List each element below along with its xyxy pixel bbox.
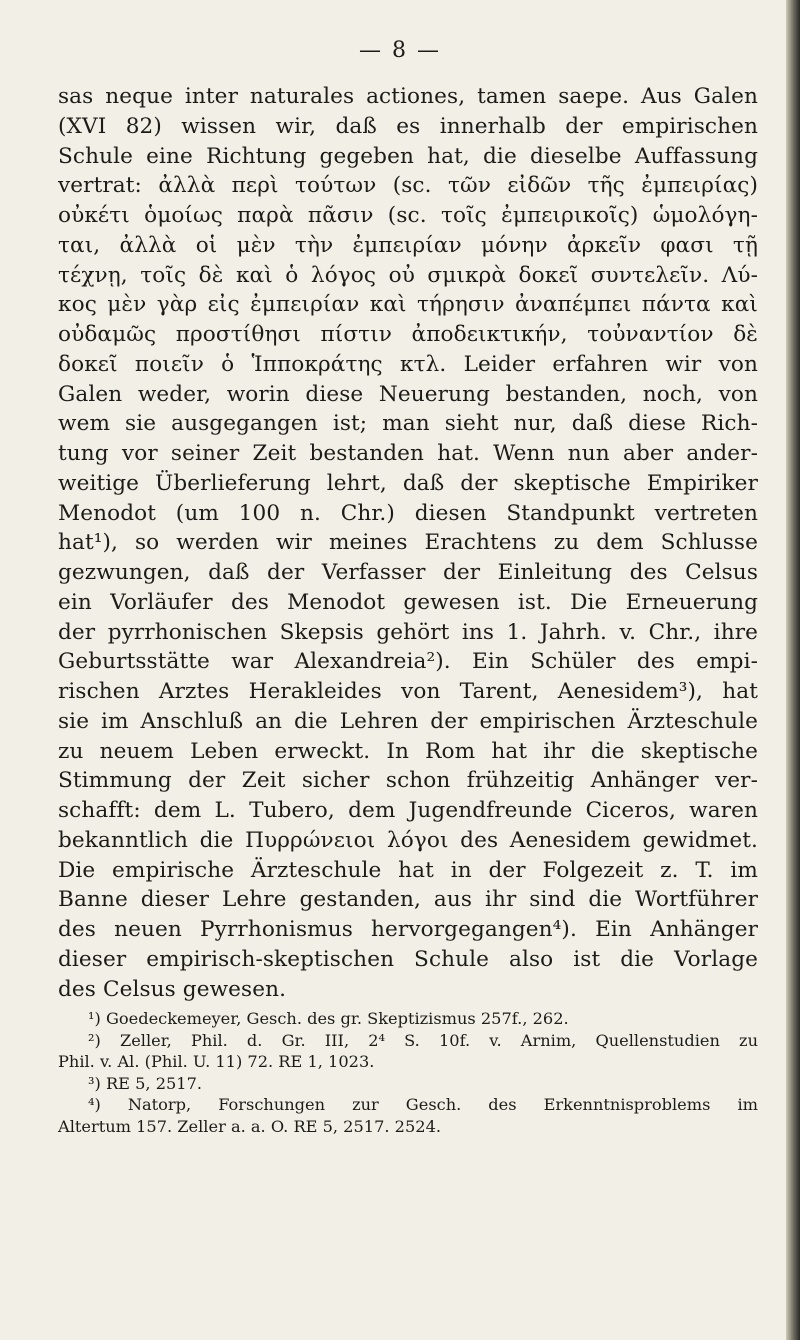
footnote-2-continued: Phil. v. Al. (Phil. U. 11) 72. RE 1, 1023. bbox=[58, 1052, 375, 1072]
text-line: κος μὲν γὰρ εἰς ἐμπειρίαν καὶ τήρησιν ἀναπέμπει πάντα καὶ bbox=[58, 292, 758, 318]
text-line: οὐκέτι ὁμοίως παρὰ πᾶσιν (sc. τοῖς ἐμπειρικοῖς) ὡμολόγη- bbox=[58, 203, 758, 228]
text-line: Galen weder, worin diese Neuerung bestanden, noch, von bbox=[58, 381, 758, 407]
text-line: ται, ἀλλὰ οἱ μὲν τὴν ἐμπειρίαν μόνην ἀρκεῖν φασι τῇ bbox=[58, 232, 758, 258]
text-line: Banne dieser Lehre gestanden, aus ihr sind die Wortführer bbox=[58, 887, 758, 913]
text-line: tung vor seiner Zeit bestanden hat. Wenn nun aber ander- bbox=[58, 441, 758, 466]
text-line: dieser empirisch-skeptischen Schule also ist die Vorlage bbox=[58, 946, 758, 972]
text-line: Menodot (um 100 n. Chr.) diesen Standpunkt vertreten bbox=[58, 500, 758, 526]
text-line: οὐδαμῶς προστίθησι πίστιν ἀποδεικτικήν, τοὐναντίον δὲ bbox=[58, 322, 758, 347]
text-line: ein Vorläufer des Menodot gewesen ist. Die Erneuerung bbox=[58, 589, 758, 615]
text-line: bekanntlich die Πυρρώνειοι λόγοι des Aenesidem gewidmet. bbox=[58, 827, 758, 853]
footnote-4-continued: Altertum 157. Zeller a. a. O. RE 5, 2517. 2524. bbox=[58, 1116, 442, 1136]
body-text bbox=[58, 82, 758, 1004]
page-edge-shadow bbox=[786, 0, 800, 1340]
text-line: weitige Überlieferung lehrt, daß der skeptische Empiriker bbox=[58, 470, 758, 496]
text-line: Stimmung der Zeit sicher schon frühzeitig Anhänger ver- bbox=[58, 768, 758, 794]
text-line: (XVI 82) wissen wir, daß es innerhalb der empirischen bbox=[58, 113, 758, 139]
footnote-1: ¹) Goedeckemeyer, Gesch. des gr. Skeptizismus 257f., 262. bbox=[88, 1009, 569, 1028]
footnote-3: ³) RE 5, 2517. bbox=[88, 1073, 203, 1093]
text-line: gezwungen, daß der Verfasser der Einleitung des Celsus bbox=[58, 560, 758, 585]
footnote-2: ²) Zeller, Phil. d. Gr. III, 2⁴ S. 10f. v. Arnim, Quellenstudien zu bbox=[88, 1030, 758, 1050]
text-line: hat¹), so werden wir meines Erachtens zu dem Schlusse bbox=[58, 530, 758, 556]
text-line: δοκεῖ ποιεῖν ὁ Ἱπποκράτης κτλ. Leider erfahren wir von bbox=[58, 351, 758, 377]
text-line: zu neuem Leben erweckt. In Rom hat ihr die skeptische bbox=[58, 738, 758, 764]
text-line: sie im Anschluß an die Lehren der empirischen Ärzteschule bbox=[58, 708, 758, 734]
text-line: wem sie ausgegangen ist; man sieht nur, daß diese Rich- bbox=[58, 411, 758, 437]
text-line: rischen Arztes Herakleides von Tarent, Aenesidem³), hat bbox=[58, 679, 758, 704]
text-line: vertrat: ἀλλὰ περὶ τούτων (sc. τῶν εἰδῶν τῆς ἐμπειρίας) bbox=[58, 173, 758, 199]
text-line: schafft: dem L. Tubero, dem Jugendfreunde Ciceros, waren bbox=[58, 798, 758, 823]
text-line: Die empirische Ärzteschule hat in der Folgezeit z. T. im bbox=[58, 857, 758, 883]
footnote-4: ⁴) Natorp, Forschungen zur Gesch. des Erkenntnisproblems im bbox=[88, 1095, 758, 1115]
page-number: — 8 — bbox=[359, 38, 441, 63]
text-line: des neuen Pyrrhonismus hervorgegangen⁴). Ein Anhänger bbox=[58, 917, 758, 942]
footnotes bbox=[58, 1008, 758, 1138]
text-line: sas neque inter naturales actiones, tamen saepe. Aus Galen bbox=[58, 84, 758, 109]
text-line: der pyrrhonischen Skepsis gehört ins 1. Jahrh. v. Chr., ihre bbox=[58, 619, 758, 645]
text-line: Schule eine Richtung gegeben hat, die dieselbe Auffassung bbox=[58, 143, 758, 169]
text-line: τέχνῃ, τοῖς δὲ καὶ ὁ λόγος οὐ σμικρὰ δοκεῖ συντελεῖν. Λύ- bbox=[58, 262, 758, 288]
text-line: des Celsus gewesen. bbox=[58, 976, 287, 1002]
text-line: Geburtsstätte war Alexandreia²). Ein Schüler des empi- bbox=[58, 649, 758, 675]
